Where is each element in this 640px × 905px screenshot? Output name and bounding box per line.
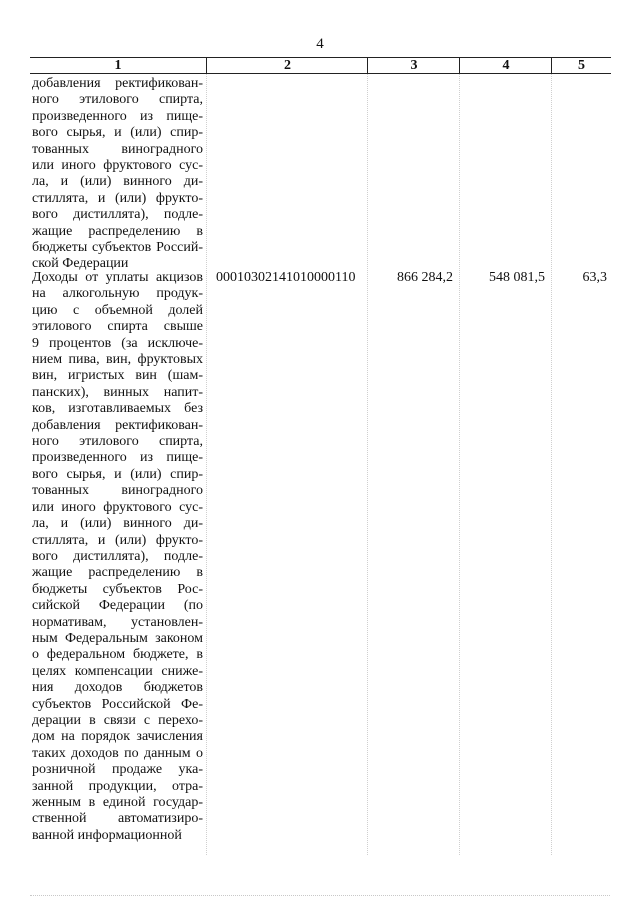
description-line: произведенного из пище-: [32, 108, 203, 124]
description-line: произведенного из пище-: [32, 450, 203, 466]
description-line: ской Федерации: [32, 256, 129, 272]
description-line: вин, игристых вин (шам-: [32, 368, 203, 384]
column-divider: [367, 74, 368, 855]
description-line: целях компенсации сниже-: [32, 663, 203, 679]
description-line: ного этилового спирта,: [32, 92, 203, 108]
description-line: вого сырья, и (или) спир-: [32, 125, 203, 141]
description-line: или иного фруктового сус-: [32, 499, 203, 515]
description-line: жащие распределению в: [32, 223, 203, 239]
description-line: женным в единой государ-: [32, 795, 203, 810]
column-divider: [459, 74, 460, 855]
description-line: субъектов Российской Фе-: [32, 696, 203, 712]
page-number: 4: [316, 36, 324, 52]
description-line: ла, и (или) винного ди-: [32, 516, 203, 532]
column-divider: [206, 74, 207, 855]
row-1-description: [32, 76, 203, 273]
description-line: бюджеты субъектов Россий-: [32, 240, 203, 256]
table-header-col-2: 2: [206, 57, 368, 74]
description-line: добавления ректификован-: [32, 417, 203, 433]
description-line: ственной автоматизиро-: [32, 811, 203, 827]
description-line: дом на порядок зачисления: [32, 729, 203, 745]
description-line: сийской Федерации (по: [32, 598, 203, 614]
description-line: добавления ректификован-: [32, 76, 203, 91]
description-line: о федеральном бюджете, в: [32, 647, 203, 663]
description-line: ного этилового спирта,: [32, 434, 203, 450]
description-line: на алкогольную продук-: [32, 286, 203, 302]
table-header-col-5: 5: [551, 57, 611, 74]
table-header-col-1: 1: [30, 57, 206, 74]
description-line: тованных виноградного: [32, 483, 203, 499]
description-line: нием пива, вин, фруктовых: [32, 352, 203, 368]
description-line: стиллята, и (или) фрукто-: [32, 532, 203, 548]
row-2-col-4-value: 548 081,5: [489, 270, 545, 285]
row-2-col-3-value: 866 284,2: [397, 270, 453, 285]
description-line: ла, и (или) винного ди-: [32, 174, 203, 190]
bottom-rule: [30, 895, 610, 896]
table-header-col-3: 3: [367, 57, 460, 74]
column-divider: [551, 74, 552, 855]
description-line: ков, изготавливаемых без: [32, 401, 203, 417]
description-line: Доходы от уплаты акцизов: [32, 270, 203, 285]
description-line: жащие распределению в: [32, 565, 203, 581]
description-line: ния доходов бюджетов: [32, 680, 203, 696]
description-line: ным Федеральным законом: [32, 630, 203, 646]
description-line: нормативам, установлен-: [32, 614, 203, 630]
row-2-col-5-value: 63,3: [582, 270, 607, 285]
description-line: занной продукции, отра-: [32, 778, 203, 794]
description-line: панских), винных напит-: [32, 384, 203, 400]
description-line: или иного фруктового сус-: [32, 158, 203, 174]
description-line: таких доходов по данным о: [32, 745, 203, 761]
description-line: цию с объемной долей: [32, 302, 203, 318]
description-line: дерации в связи с перехо-: [32, 712, 203, 728]
description-line: вого сырья, и (или) спир-: [32, 466, 203, 482]
description-line: ванной информационной: [32, 827, 182, 843]
description-line: тованных виноградного: [32, 141, 203, 157]
row-2-description: [32, 270, 203, 844]
description-line: вого дистиллята), подле-: [32, 207, 203, 223]
description-line: стиллята, и (или) фрукто-: [32, 190, 203, 206]
table-header-col-4: 4: [459, 57, 552, 74]
description-line: вого дистиллята), подле-: [32, 548, 203, 564]
description-line: бюджеты субъектов Рос-: [32, 581, 203, 597]
description-line: 9 процентов (за исключе-: [32, 335, 203, 351]
row-2-budget-code: 00010302141010000110: [216, 270, 356, 285]
description-line: розничной продаже ука-: [32, 762, 203, 778]
description-line: этилового спирта свыше: [32, 319, 203, 335]
